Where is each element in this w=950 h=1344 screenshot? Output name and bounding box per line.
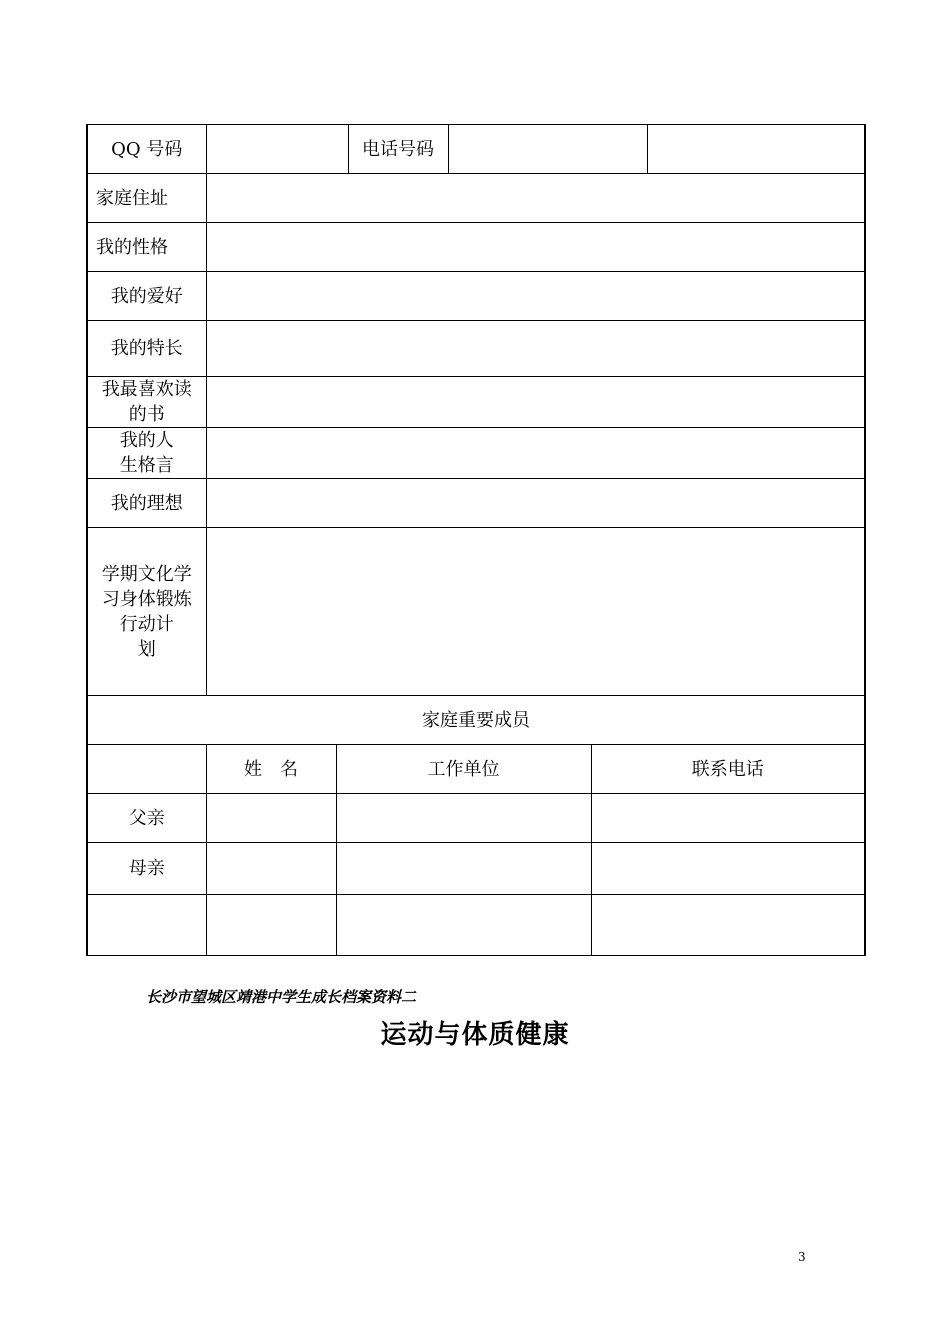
motto-field[interactable] [206,428,865,479]
qq-label: QQ 号码 [87,125,206,174]
family-col-name-1: 姓 [244,758,262,780]
father-workplace-field[interactable] [336,794,591,843]
family-col-name-2: 名 [280,758,298,780]
plan-label [87,528,206,696]
mother-workplace-field[interactable] [336,843,591,895]
extra-member-phone-field[interactable] [591,895,865,956]
address-field[interactable] [206,174,865,223]
plan-label-line3: 行动计 [119,613,174,635]
ideal-field[interactable] [206,479,865,528]
section-title: 运动与体质健康 [380,1020,570,1050]
father-name-field[interactable] [206,794,336,843]
motto-label-line2: 生格言 [119,455,174,476]
personality-label: 我的性格 [87,223,206,272]
specialty-field[interactable] [206,321,865,377]
address-label: 家庭住址 [87,174,206,223]
mother-phone-field[interactable] [591,843,865,895]
family-header-empty [87,745,206,794]
motto-label [87,428,206,479]
plan-field[interactable] [206,528,865,696]
phone-label: 电话号码 [348,125,448,174]
specialty-label: 我的特长 [87,321,206,377]
plan-label-line1: 学期文化学 [101,563,192,585]
extra-member-name-field[interactable] [206,895,336,956]
motto-label-line1: 我的人 [119,430,174,451]
plan-label-line4: 划 [137,638,156,660]
qq-field[interactable] [206,125,348,174]
personality-field[interactable] [206,223,865,272]
mother-label: 母亲 [87,843,206,895]
favorite-book-label [87,377,206,428]
hobby-field[interactable] [206,272,865,321]
archive-subtitle: 长沙市望城区靖港中学生成长档案资料二 [146,988,417,1006]
father-label: 父亲 [87,794,206,843]
father-phone-field[interactable] [591,794,865,843]
favorite-book-label-line1: 我最喜欢读 [101,379,192,400]
favorite-book-field[interactable] [206,377,865,428]
hobby-label: 我的爱好 [87,272,206,321]
ideal-label: 我的理想 [87,479,206,528]
mother-name-field[interactable] [206,843,336,895]
family-col-workplace: 工作单位 [336,745,591,794]
extra-member-label[interactable] [87,895,206,956]
student-profile-table [86,124,866,956]
favorite-book-label-line2: 的书 [128,404,165,425]
extra-member-workplace-field[interactable] [336,895,591,956]
phone-field[interactable] [448,125,647,174]
phone-extra-field[interactable] [647,125,865,174]
family-section-title: 家庭重要成员 [87,696,865,745]
plan-label-line2: 习身体锻炼 [101,588,192,610]
page-number: 3 [798,1250,806,1264]
family-col-name [206,745,336,794]
family-col-phone: 联系电话 [591,745,865,794]
